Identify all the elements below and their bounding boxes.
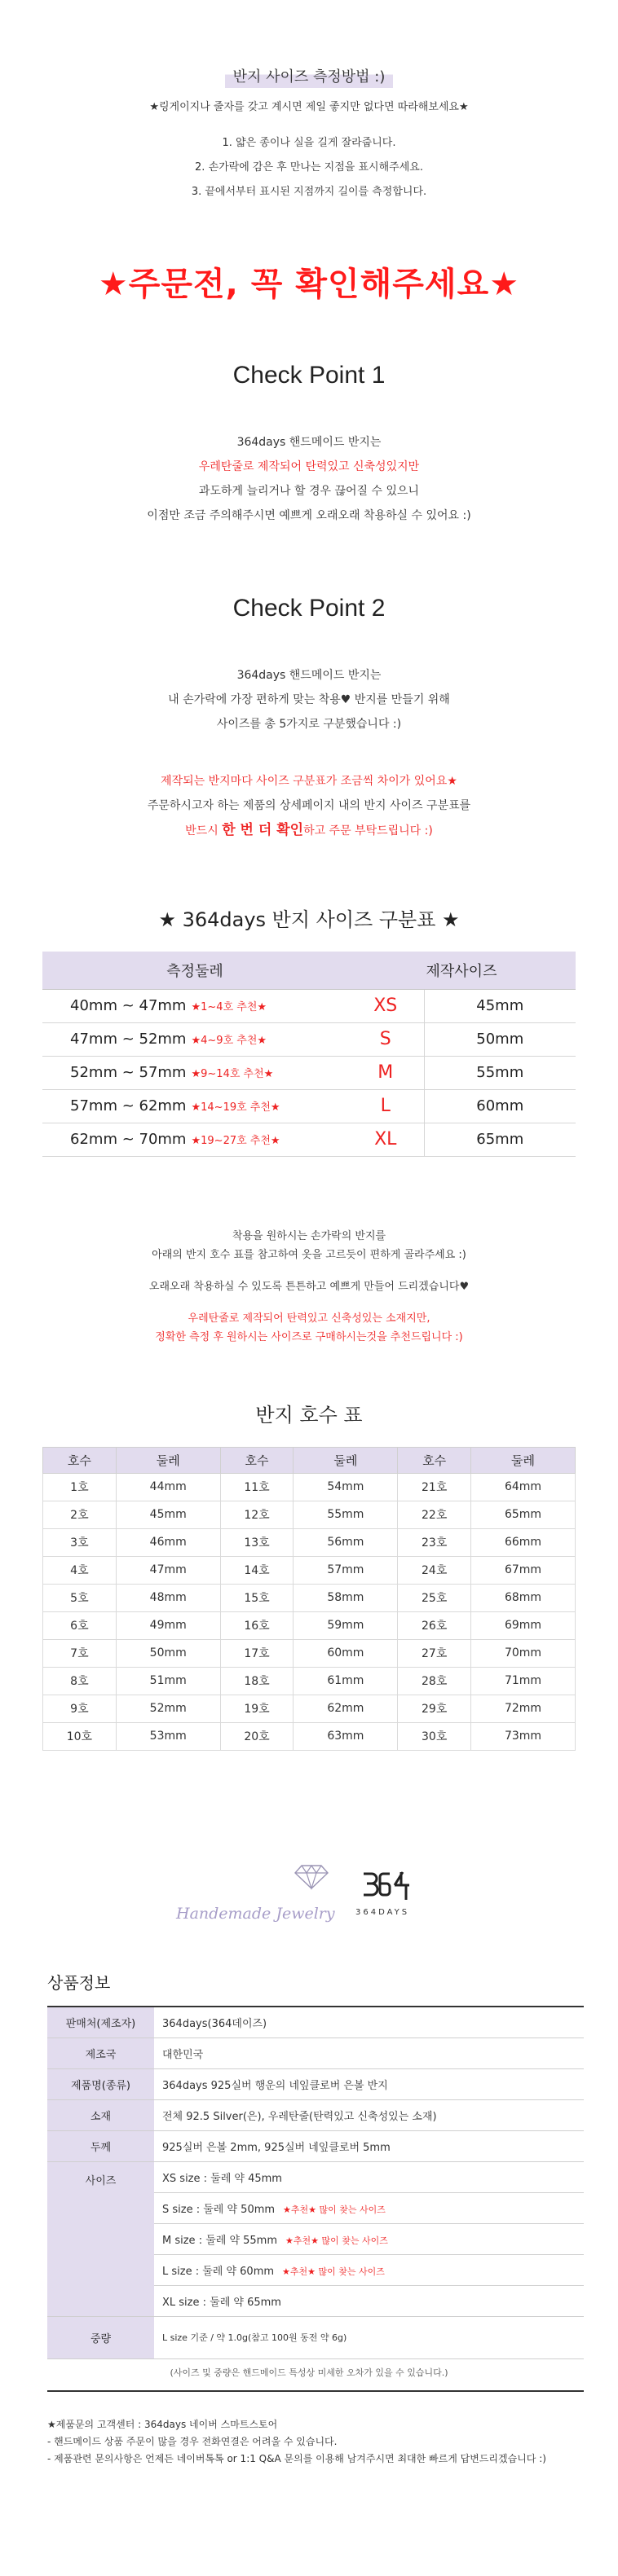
product-info-size-row	[47, 2161, 584, 2192]
checkpoint-2-line: 사이즈를 총 5가지로 구분했습니다 :)	[216, 718, 402, 731]
ring-circumference-cell: 47mm	[116, 1556, 220, 1584]
size-label: S size : 둘레 약 50mm	[162, 2203, 276, 2216]
product-info-size-value	[154, 2254, 584, 2285]
ring-circumference-cell: 65mm	[471, 1501, 576, 1528]
ring-circumference-cell: 50mm	[116, 1639, 220, 1667]
ring-circumference-cell: 60mm	[294, 1639, 398, 1667]
checkpoint-1-title: Check Point 1	[232, 362, 386, 389]
measure-subtitle: ★링게이지나 줄자를 갖고 계시면 제일 좋지만 없다면 따라해보세요★	[149, 101, 469, 113]
product-info-value: L size 기준 / 약 1.0g(참고 100원 동전 약 6g)	[154, 2316, 584, 2358]
product-info-size-value	[154, 2223, 584, 2254]
size-code: XS	[347, 989, 424, 1022]
ring-size-cell: 11호	[220, 1473, 294, 1501]
size-range: 52mm ~ 57mm	[70, 1064, 187, 1081]
ring-table-header-cell: 호수	[220, 1447, 294, 1473]
product-info-key: 제품명(종류)	[47, 2068, 154, 2099]
ring-table-row	[43, 1695, 576, 1722]
ring-circumference-cell: 71mm	[471, 1667, 576, 1695]
ring-size-cell: 21호	[398, 1473, 471, 1501]
ring-size-cell: 3호	[43, 1528, 117, 1556]
ring-size-cell: 28호	[398, 1667, 471, 1695]
divider	[47, 2390, 584, 2392]
ring-size-cell: 26호	[398, 1611, 471, 1639]
ring-size-cell: 6호	[43, 1611, 117, 1639]
size-table-row	[42, 1123, 576, 1156]
364days-logo-icon	[360, 1869, 411, 1906]
measure-step: 1. 얇은 종이나 실을 길게 잘라줍니다.	[222, 137, 396, 149]
product-info-key: 제조국	[47, 2038, 154, 2068]
order-warning: ★주문전, 꼭 확인해주세요★	[98, 266, 520, 303]
ring-size-cell: 8호	[43, 1667, 117, 1695]
ring-circumference-cell: 63mm	[294, 1722, 398, 1750]
product-info-key: 소재	[47, 2099, 154, 2130]
size-range-cell	[42, 989, 347, 1022]
ring-circumference-cell: 48mm	[116, 1584, 220, 1611]
ring-circumference-cell: 56mm	[294, 1528, 398, 1556]
checkpoint-2-note-line	[0, 818, 618, 843]
guide-line: 착용을 원하시는 손가락의 반지를	[232, 1229, 386, 1242]
size-mm: 65mm	[424, 1123, 576, 1156]
ring-table-title: 반지 호수 표	[255, 1403, 363, 1426]
size-guide	[0, 1227, 618, 1347]
ring-table-header-cell: 둘레	[116, 1447, 220, 1473]
size-range: 47mm ~ 52mm	[70, 1031, 187, 1048]
ring-size-cell: 14호	[220, 1556, 294, 1584]
ring-table-header-cell: 호수	[43, 1447, 117, 1473]
ring-circumference-cell: 61mm	[294, 1667, 398, 1695]
note-emphasis: 한 번 더 확인	[222, 822, 304, 838]
size-recommend: ★9~14호 추천★	[191, 1068, 274, 1080]
ring-circumference-cell: 69mm	[471, 1611, 576, 1639]
product-info-size-value	[154, 2161, 584, 2192]
ring-size-cell: 7호	[43, 1639, 117, 1667]
ring-size-cell: 9호	[43, 1695, 117, 1722]
ring-circumference-cell: 58mm	[294, 1584, 398, 1611]
ring-circumference-cell: 68mm	[471, 1584, 576, 1611]
size-recommend: ★추천★ 많이 찾는 사이즈	[283, 2204, 386, 2215]
ring-table-header-cell: 호수	[398, 1447, 471, 1473]
size-recommend: ★추천★ 많이 찾는 사이즈	[285, 2235, 388, 2246]
ring-table-header-cell: 둘레	[294, 1447, 398, 1473]
ring-circumference-cell: 45mm	[116, 1501, 220, 1528]
ring-table-row	[43, 1556, 576, 1584]
ring-size-cell: 18호	[220, 1667, 294, 1695]
ring-table-header	[43, 1447, 576, 1473]
note-post: 하고 주문 부탁드립니다 :)	[303, 824, 433, 837]
size-code: L	[347, 1089, 424, 1123]
contact-line: - 제품관련 문의사항은 언제든 네이버톡톡 or 1:1 Q&A 문의를 이용해 남겨주시면 최대한 빠르게 답변드리겠습니다 :)	[47, 2453, 546, 2464]
product-info-row	[47, 2007, 584, 2038]
ring-table-header-cell: 둘레	[471, 1447, 576, 1473]
brand-area	[171, 1864, 448, 1929]
ring-size-cell: 12호	[220, 1501, 294, 1528]
ring-size-cell: 19호	[220, 1695, 294, 1722]
brand-logo-text: 364DAYS	[355, 1908, 410, 1917]
size-range-cell	[42, 1056, 347, 1089]
ring-size-cell: 1호	[43, 1473, 117, 1501]
ring-table-row	[43, 1528, 576, 1556]
ring-circumference-cell: 46mm	[116, 1528, 220, 1556]
ring-size-cell: 25호	[398, 1584, 471, 1611]
ring-size-cell: 20호	[220, 1722, 294, 1750]
product-info-value: 364days 925실버 행운의 네잎클로버 은볼 반지	[154, 2068, 584, 2099]
ring-circumference-cell: 55mm	[294, 1501, 398, 1528]
product-info-row	[47, 2068, 584, 2099]
size-mm: 45mm	[424, 989, 576, 1022]
product-info-title: 상품정보	[47, 1973, 111, 1993]
ring-circumference-cell: 64mm	[471, 1473, 576, 1501]
product-info-key: 중량	[47, 2316, 154, 2358]
product-info-row	[47, 2316, 584, 2358]
ring-circumference-cell: 54mm	[294, 1473, 398, 1501]
size-label: XS size : 둘레 약 45mm	[162, 2172, 282, 2185]
ring-circumference-cell: 62mm	[294, 1695, 398, 1722]
product-info-value: 364days(364데이즈)	[154, 2007, 584, 2038]
size-mm: 50mm	[424, 1022, 576, 1056]
product-info-value: 대한민국	[154, 2038, 584, 2068]
product-info-value: 925실버 은볼 2mm, 925실버 네잎클로버 5mm	[154, 2130, 584, 2161]
diamond-icon	[294, 1864, 329, 1890]
ring-circumference-cell: 70mm	[471, 1639, 576, 1667]
size-range: 40mm ~ 47mm	[70, 997, 187, 1014]
checkpoint-1-line-red: 우레탄줄로 제작되어 탄력있고 신축성있지만	[198, 460, 420, 473]
size-table-header-cell: 측정둘레	[42, 952, 347, 989]
checkpoint-2-line: 내 손가락에 가장 편하게 맞는 착용♥ 반지를 만들기 위해	[168, 693, 450, 706]
ring-size-cell: 27호	[398, 1639, 471, 1667]
guide-block	[0, 1227, 618, 1264]
size-range-cell	[42, 1123, 347, 1156]
ring-table-row	[43, 1473, 576, 1501]
ring-circumference-cell: 57mm	[294, 1556, 398, 1584]
ring-table-row	[43, 1722, 576, 1750]
size-range: 62mm ~ 70mm	[70, 1131, 187, 1148]
contact-line: ★제품문의 고객센터 : 364days 네이버 스마트스토어	[47, 2419, 278, 2430]
ring-size-cell: 15호	[220, 1584, 294, 1611]
ring-table-row	[43, 1584, 576, 1611]
size-recommend: ★4~9호 추천★	[191, 1035, 267, 1047]
checkpoint-1-body	[0, 430, 618, 528]
checkpoint-1-line: 364days 핸드메이드 반지는	[236, 436, 382, 449]
ring-circumference-cell: 66mm	[471, 1528, 576, 1556]
size-label: L size : 둘레 약 60mm	[162, 2265, 275, 2278]
product-info-key: 판매처(제조자)	[47, 2007, 154, 2038]
checkpoint-2-note	[0, 769, 618, 843]
guide-line: 오래오래 착용하실 수 있도록 튼튼하고 예쁘게 만들어 드리겠습니다♥	[148, 1280, 470, 1293]
checkpoint-1-line: 이점만 조금 주의해주시면 예쁘게 오래오래 착용하실 수 있어요 :)	[147, 509, 471, 522]
size-table-row	[42, 1089, 576, 1123]
size-range-cell	[42, 1022, 347, 1056]
product-info-key: 사이즈	[47, 2161, 154, 2316]
checkpoint-2-line: 364days 핸드메이드 반지는	[236, 669, 382, 682]
size-range: 57mm ~ 62mm	[70, 1097, 187, 1114]
size-recommend: ★추천★ 많이 찾는 사이즈	[282, 2266, 385, 2277]
ring-circumference-cell: 73mm	[471, 1722, 576, 1750]
size-code: S	[347, 1022, 424, 1056]
size-table-header	[42, 952, 576, 989]
ring-circumference-cell: 44mm	[116, 1473, 220, 1501]
product-info-key: 두께	[47, 2130, 154, 2161]
ring-size-cell: 23호	[398, 1528, 471, 1556]
size-label: M size : 둘레 약 55mm	[162, 2234, 278, 2247]
ring-circumference-cell: 59mm	[294, 1611, 398, 1639]
ring-size-cell: 10호	[43, 1722, 117, 1750]
product-info-row	[47, 2130, 584, 2161]
size-table-header-cell: 제작사이즈	[347, 952, 576, 989]
ring-size-cell: 2호	[43, 1501, 117, 1528]
ring-size-cell: 16호	[220, 1611, 294, 1639]
ring-size-cell: 24호	[398, 1556, 471, 1584]
guide-line-red: 정확한 측정 후 원하시는 사이즈로 구매하시는것을 추천드립니다 :)	[155, 1330, 463, 1343]
ring-size-cell: 4호	[43, 1556, 117, 1584]
size-recommend: ★1~4호 추천★	[191, 1001, 267, 1013]
size-range-cell	[42, 1089, 347, 1123]
size-table-row	[42, 1022, 576, 1056]
ring-size-cell: 13호	[220, 1528, 294, 1556]
checkpoint-2-body	[0, 663, 618, 736]
size-table	[42, 952, 576, 1157]
ring-table-row	[43, 1667, 576, 1695]
product-info-size-value	[154, 2285, 584, 2316]
ring-circumference-cell: 67mm	[471, 1556, 576, 1584]
contact-info	[47, 2416, 546, 2468]
guide-line-red: 우레탄줄로 제작되어 탄력있고 신축성있는 소재지만,	[188, 1312, 430, 1325]
measure-steps	[0, 131, 618, 204]
tolerance-notice: (사이즈 및 중량은 핸드메이드 특성상 미세한 오차가 있을 수 있습니다.)	[170, 2367, 448, 2378]
measure-step: 2. 손가락에 감은 후 만나는 지점을 표시해주세요.	[195, 161, 423, 174]
checkpoint-2-note-red: 제작되는 반지마다 사이즈 구분표가 조금씩 차이가 있어요★	[161, 775, 457, 788]
ring-size-cell: 5호	[43, 1584, 117, 1611]
size-table-title: ★ 364days 반지 사이즈 구분표 ★	[158, 908, 460, 931]
checkpoint-2-note-line: 주문하시고자 하는 제품의 상세페이지 내의 반지 사이즈 구분표를	[147, 799, 471, 812]
contact-line: - 핸드메이드 상품 주문이 많을 경우 전화연결은 어려울 수 있습니다.	[47, 2436, 338, 2447]
ring-size-cell: 17호	[220, 1639, 294, 1667]
product-info-table	[47, 2006, 584, 2359]
product-info-size-value	[154, 2192, 584, 2223]
size-mm: 60mm	[424, 1089, 576, 1123]
ring-size-cell: 29호	[398, 1695, 471, 1722]
guide-block-red	[0, 1309, 618, 1347]
guide-line: 아래의 반지 호수 표를 참고하여 옷을 고르듯이 편하게 골라주세요 :)	[152, 1248, 466, 1261]
handmade-jewelry-text: Handemade Jewelry	[176, 1905, 335, 1923]
ring-circumference-cell: 52mm	[116, 1695, 220, 1722]
ring-table-row	[43, 1639, 576, 1667]
ring-circumference-cell: 72mm	[471, 1695, 576, 1722]
ring-circumference-cell: 51mm	[116, 1667, 220, 1695]
size-mm: 55mm	[424, 1056, 576, 1089]
product-info-value: 전체 92.5 Silver(은), 우레탄줄(탄력있고 신축성있는 소재)	[154, 2099, 584, 2130]
ring-size-cell: 30호	[398, 1722, 471, 1750]
size-recommend: ★19~27호 추천★	[191, 1135, 280, 1147]
note-pre: 반드시	[185, 824, 223, 837]
checkpoint-2-title: Check Point 2	[232, 595, 386, 622]
size-table-row	[42, 1056, 576, 1089]
ring-circumference-cell: 53mm	[116, 1722, 220, 1750]
product-info-row	[47, 2099, 584, 2130]
ring-table-row	[43, 1611, 576, 1639]
product-info-row	[47, 2038, 584, 2068]
measure-step: 3. 끝에서부터 표시된 지점까지 길이를 측정합니다.	[191, 186, 427, 198]
size-code: XL	[347, 1123, 424, 1156]
size-table-row	[42, 989, 576, 1022]
size-recommend: ★14~19호 추천★	[191, 1101, 280, 1114]
checkpoint-1-line: 과도하게 늘리거나 할 경우 끊어질 수 있으니	[198, 485, 420, 498]
ring-size-cell: 22호	[398, 1501, 471, 1528]
ring-size-table	[42, 1447, 576, 1751]
ring-circumference-cell: 49mm	[116, 1611, 220, 1639]
size-code: M	[347, 1056, 424, 1089]
size-label: XL size : 둘레 약 65mm	[162, 2296, 281, 2309]
ring-table-row	[43, 1501, 576, 1528]
measure-title: 반지 사이즈 측정방법 :)	[225, 64, 394, 88]
